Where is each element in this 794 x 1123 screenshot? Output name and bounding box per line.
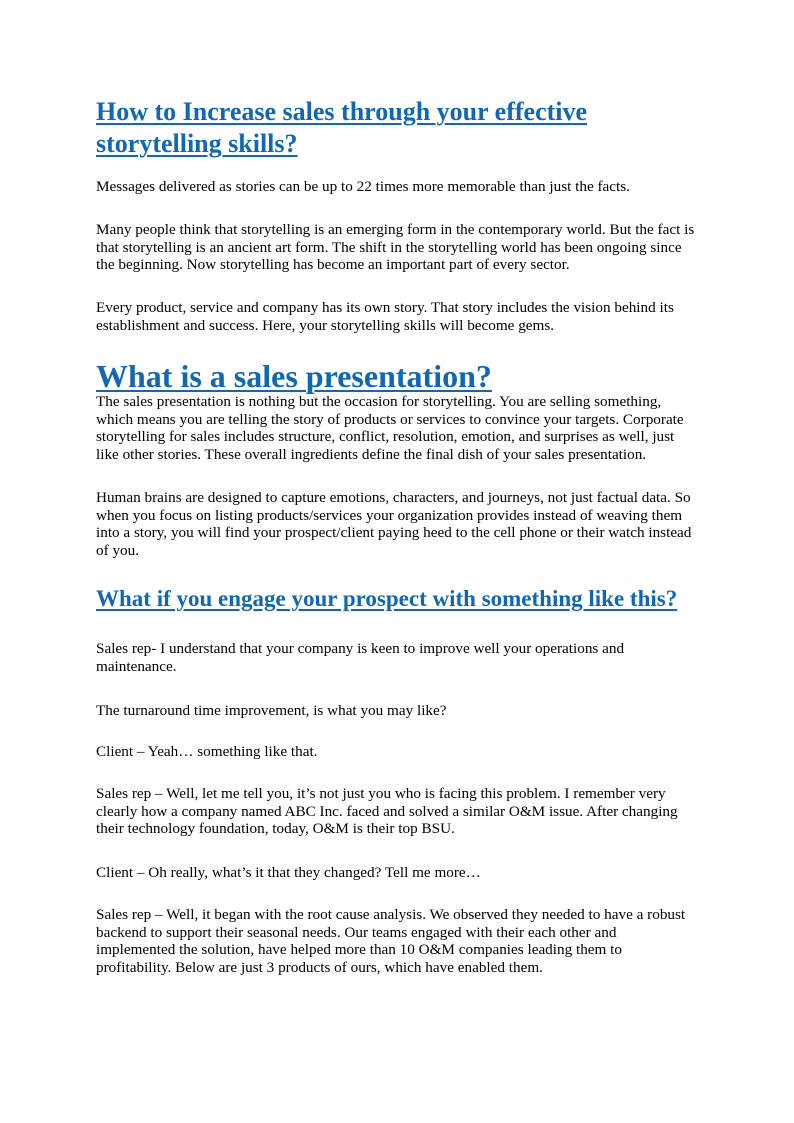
intro-paragraph-3: Every product, service and company has its own story. That story includes the vision behind its establishment and success. Here, your storytelling skills will become gems. [96, 299, 674, 334]
dialogue-line-6: Sales rep – Well, it began with the root cause analysis. We observed they needed to have a robust backend to support their seasonal needs. Our teams engaged with their each other and implemented the solution, have helped more than 10 O&M companies leading them to profitability. Below are just 3 products of ours, which have enabled them. [96, 906, 686, 976]
engage-prospect-heading: What if you engage your prospect with something like this? [96, 586, 678, 611]
sales-paragraph-2: Human brains are designed to capture emotions, characters, and journeys, not just factual data. So when you focus on listing products/services your organization provides instead of weaving them into a story, you will find your prospect/client paying heed to the cell phone or their watch instead of you. [96, 489, 692, 559]
intro-paragraph-1: Messages delivered as stories can be up to 22 times more memorable than just the facts. [96, 178, 630, 195]
sales-presentation-heading: What is a sales presentation? [96, 358, 492, 394]
main-title-heading: How to Increase sales through your effective storytelling skills? [96, 97, 588, 158]
dialogue-line-5: Client – Oh really, what’s it that they changed? Tell me more… [96, 864, 481, 881]
dialogue-line-2: The turnaround time improvement, is what you may like? [96, 702, 447, 719]
dialogue-line-1: Sales rep- I understand that your company is keen to improve well your operations and maintenance. [96, 640, 625, 675]
intro-paragraph-2: Many people think that storytelling is an emerging form in the contemporary world. But the fact is that storytelling is an ancient art form. The shift in the storytelling world has been ongoing since the beginning. Now storytelling has become an important part of every sector. [96, 221, 695, 274]
dialogue-line-3: Client – Yeah… something like that. [96, 743, 318, 760]
dialogue-line-4: Sales rep – Well, let me tell you, it’s not just you who is facing this problem. I remember very clearly how a company named ABC Inc. faced and solved a similar O&M issue. After changing their technology foundation, today, O&M is their top BSU. [96, 785, 678, 838]
sales-paragraph-1: The sales presentation is nothing but the occasion for storytelling. You are selling something, which means you are telling the story of products or services to convince your targets. Corporate storytelling for sales includes structure, conflict, resolution, emotion, and surprises as well, just like other stories. These overall ingredients define the final dish of your sales presentation. [96, 393, 684, 463]
